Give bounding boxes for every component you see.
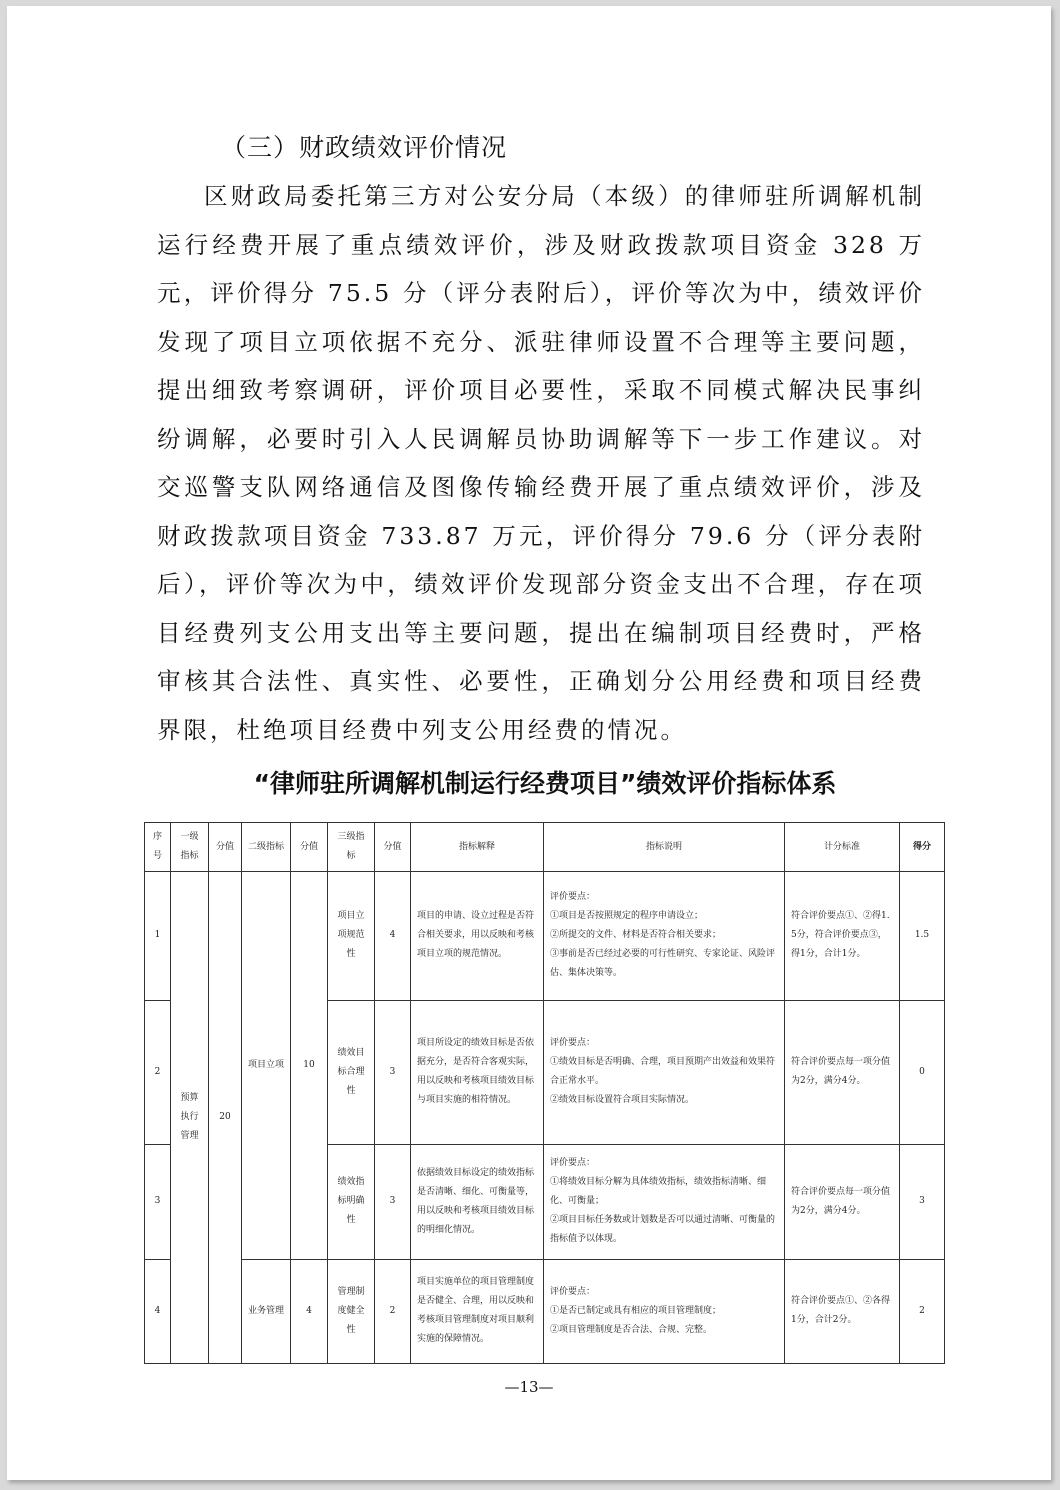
result-cell: 1.5 bbox=[900, 872, 945, 1001]
interpretation-cell: 依据绩效目标设定的绩效指标是否清晰、细化、可衡量等，用以反映和考核项目绩效目标的明细化情况。 bbox=[411, 1145, 544, 1259]
header-score2: 分值 bbox=[291, 823, 328, 872]
evaluation-index-table bbox=[144, 822, 945, 1364]
level1-name: 预算执行管理 bbox=[171, 872, 209, 1364]
page-number: —13— bbox=[504, 1378, 554, 1396]
interpretation-cell: 项目所设定的绩效目标是否依据充分，是否符合客观实际，用以反映和考核项目绩效目标与项目实施的相符情况。 bbox=[411, 1000, 544, 1145]
level2-score: 10 bbox=[291, 872, 328, 1260]
level3-name: 管理制度健全性 bbox=[328, 1259, 375, 1363]
header-score1: 分值 bbox=[209, 823, 242, 872]
description-line: ①项目是否按照规定的程序申请设立； bbox=[550, 911, 704, 922]
level3-name: 绩效指标明确性 bbox=[328, 1145, 375, 1259]
row-no: 4 bbox=[145, 1259, 171, 1363]
row-no: 2 bbox=[145, 1000, 171, 1145]
section-heading: （三）财政绩效评价情况 bbox=[221, 133, 508, 162]
body-paragraph: 区财政局委托第三方对公安分局（本级）的律师驻所调解机制运行经费开展了重点绩效评价，涉及财政拨款项目资金 328 万元，评价得分 75.5 分（评分表附后），评价等次为中，绩效评价发现了项目立项依据不充分、派驻律师设置不合理等主要问题，提出细致考察调研，评价项目必要性，采取不同模式解决民事纠纷调解，必要时引入人民调解员协助调解等下一步工作建议。对交巡警支队网络通信及图像传输经费开展了重点绩效评价，涉及财政拨款项目资金 733.87 万元，评价得分 79.6 分（评分表附后），评价等次为中，绩效评价发现部分资金支出不合理，存在项目经费列支公用支出等主要问题，提出在编制项目经费时，严格审核其合法性、真实性、必要性，正确划分公用经费和项目经费界限，杜绝项目经费中列支公用经费的情况。 bbox=[157, 182, 925, 744]
header-standard: 计分标准 bbox=[785, 823, 900, 872]
table-row bbox=[145, 1259, 945, 1363]
description-cell bbox=[544, 872, 785, 1001]
level2-name: 业务管理 bbox=[242, 1259, 291, 1363]
description-line: 评价要点： bbox=[550, 892, 596, 903]
result-cell: 2 bbox=[900, 1259, 945, 1363]
header-level3: 三级指标 bbox=[328, 823, 375, 872]
interpretation-cell: 项目的申请、设立过程是否符合相关要求，用以反映和考核项目立项的规范情况。 bbox=[411, 872, 544, 1001]
description-line: ①是否已制定或具有相应的项目管理制度； bbox=[550, 1305, 722, 1316]
result-cell: 3 bbox=[900, 1145, 945, 1259]
standard-cell: 符合评价要点①、②得1.5分，符合评价要点③，得1分，合计1分。 bbox=[785, 872, 900, 1001]
description-line: ③事前是否已经过必要的可行性研究、专家论证、风险评估、集体决策等。 bbox=[550, 949, 776, 979]
body-paragraph-block bbox=[157, 172, 925, 754]
description-line: 评价要点： bbox=[550, 1286, 596, 1297]
table-row bbox=[145, 872, 945, 1001]
header-interpretation: 指标解释 bbox=[411, 823, 544, 872]
level3-score: 3 bbox=[375, 1000, 411, 1145]
level2-score: 4 bbox=[291, 1259, 328, 1363]
table-title: “律师驻所调解机制运行经费项目”绩效评价指标体系 bbox=[253, 769, 837, 798]
description-line: ②项目目标任务数或计划数是否可以通过清晰、可衡量的指标值予以体现。 bbox=[550, 1215, 776, 1245]
row-no: 3 bbox=[145, 1145, 171, 1259]
header-description: 指标说明 bbox=[544, 823, 785, 872]
standard-cell: 符合评价要点每一项分值为2分，满分4分。 bbox=[785, 1000, 900, 1145]
interpretation-cell: 项目实施单位的项目管理制度是否健全、合理，用以反映和考核项目管理制度对项目顺利实施的保障情况。 bbox=[411, 1259, 544, 1363]
table-header-row bbox=[145, 823, 945, 872]
level2-name: 项目立项 bbox=[242, 872, 291, 1260]
header-no: 序号 bbox=[145, 823, 171, 872]
document-page bbox=[7, 6, 1051, 1480]
level3-score: 2 bbox=[375, 1259, 411, 1363]
description-line: ②绩效目标设置符合项目实际情况。 bbox=[550, 1095, 695, 1106]
description-cell bbox=[544, 1145, 785, 1259]
header-level1: 一级指标 bbox=[171, 823, 209, 872]
level1-score: 20 bbox=[209, 872, 242, 1364]
description-cell bbox=[544, 1000, 785, 1145]
result-cell: 0 bbox=[900, 1000, 945, 1145]
level3-score: 3 bbox=[375, 1145, 411, 1259]
header-level2: 二级指标 bbox=[242, 823, 291, 872]
description-line: ①将绩效目标分解为具体绩效指标，绩效指标清晰、细化、可衡量； bbox=[550, 1177, 767, 1207]
level3-score: 4 bbox=[375, 872, 411, 1001]
description-line: ②项目管理制度是否合法、合规、完整。 bbox=[550, 1324, 713, 1335]
level3-name: 绩效目标合理性 bbox=[328, 1000, 375, 1145]
header-score3: 分值 bbox=[375, 823, 411, 872]
level3-name: 项目立项规范性 bbox=[328, 872, 375, 1001]
description-cell bbox=[544, 1259, 785, 1363]
header-result: 得分 bbox=[900, 823, 945, 872]
row-no: 1 bbox=[145, 872, 171, 1001]
description-line: ②所提交的文件、材料是否符合相关要求； bbox=[550, 930, 722, 941]
description-line: ①绩效目标是否明确、合理，项目预期产出效益和效果符合正常水平。 bbox=[550, 1057, 776, 1087]
description-line: 评价要点： bbox=[550, 1158, 596, 1169]
standard-cell: 符合评价要点①、②各得1分，合计2分。 bbox=[785, 1259, 900, 1363]
standard-cell: 符合评价要点每一项分值为2分，满分4分。 bbox=[785, 1145, 900, 1259]
description-line: 评价要点： bbox=[550, 1038, 596, 1049]
